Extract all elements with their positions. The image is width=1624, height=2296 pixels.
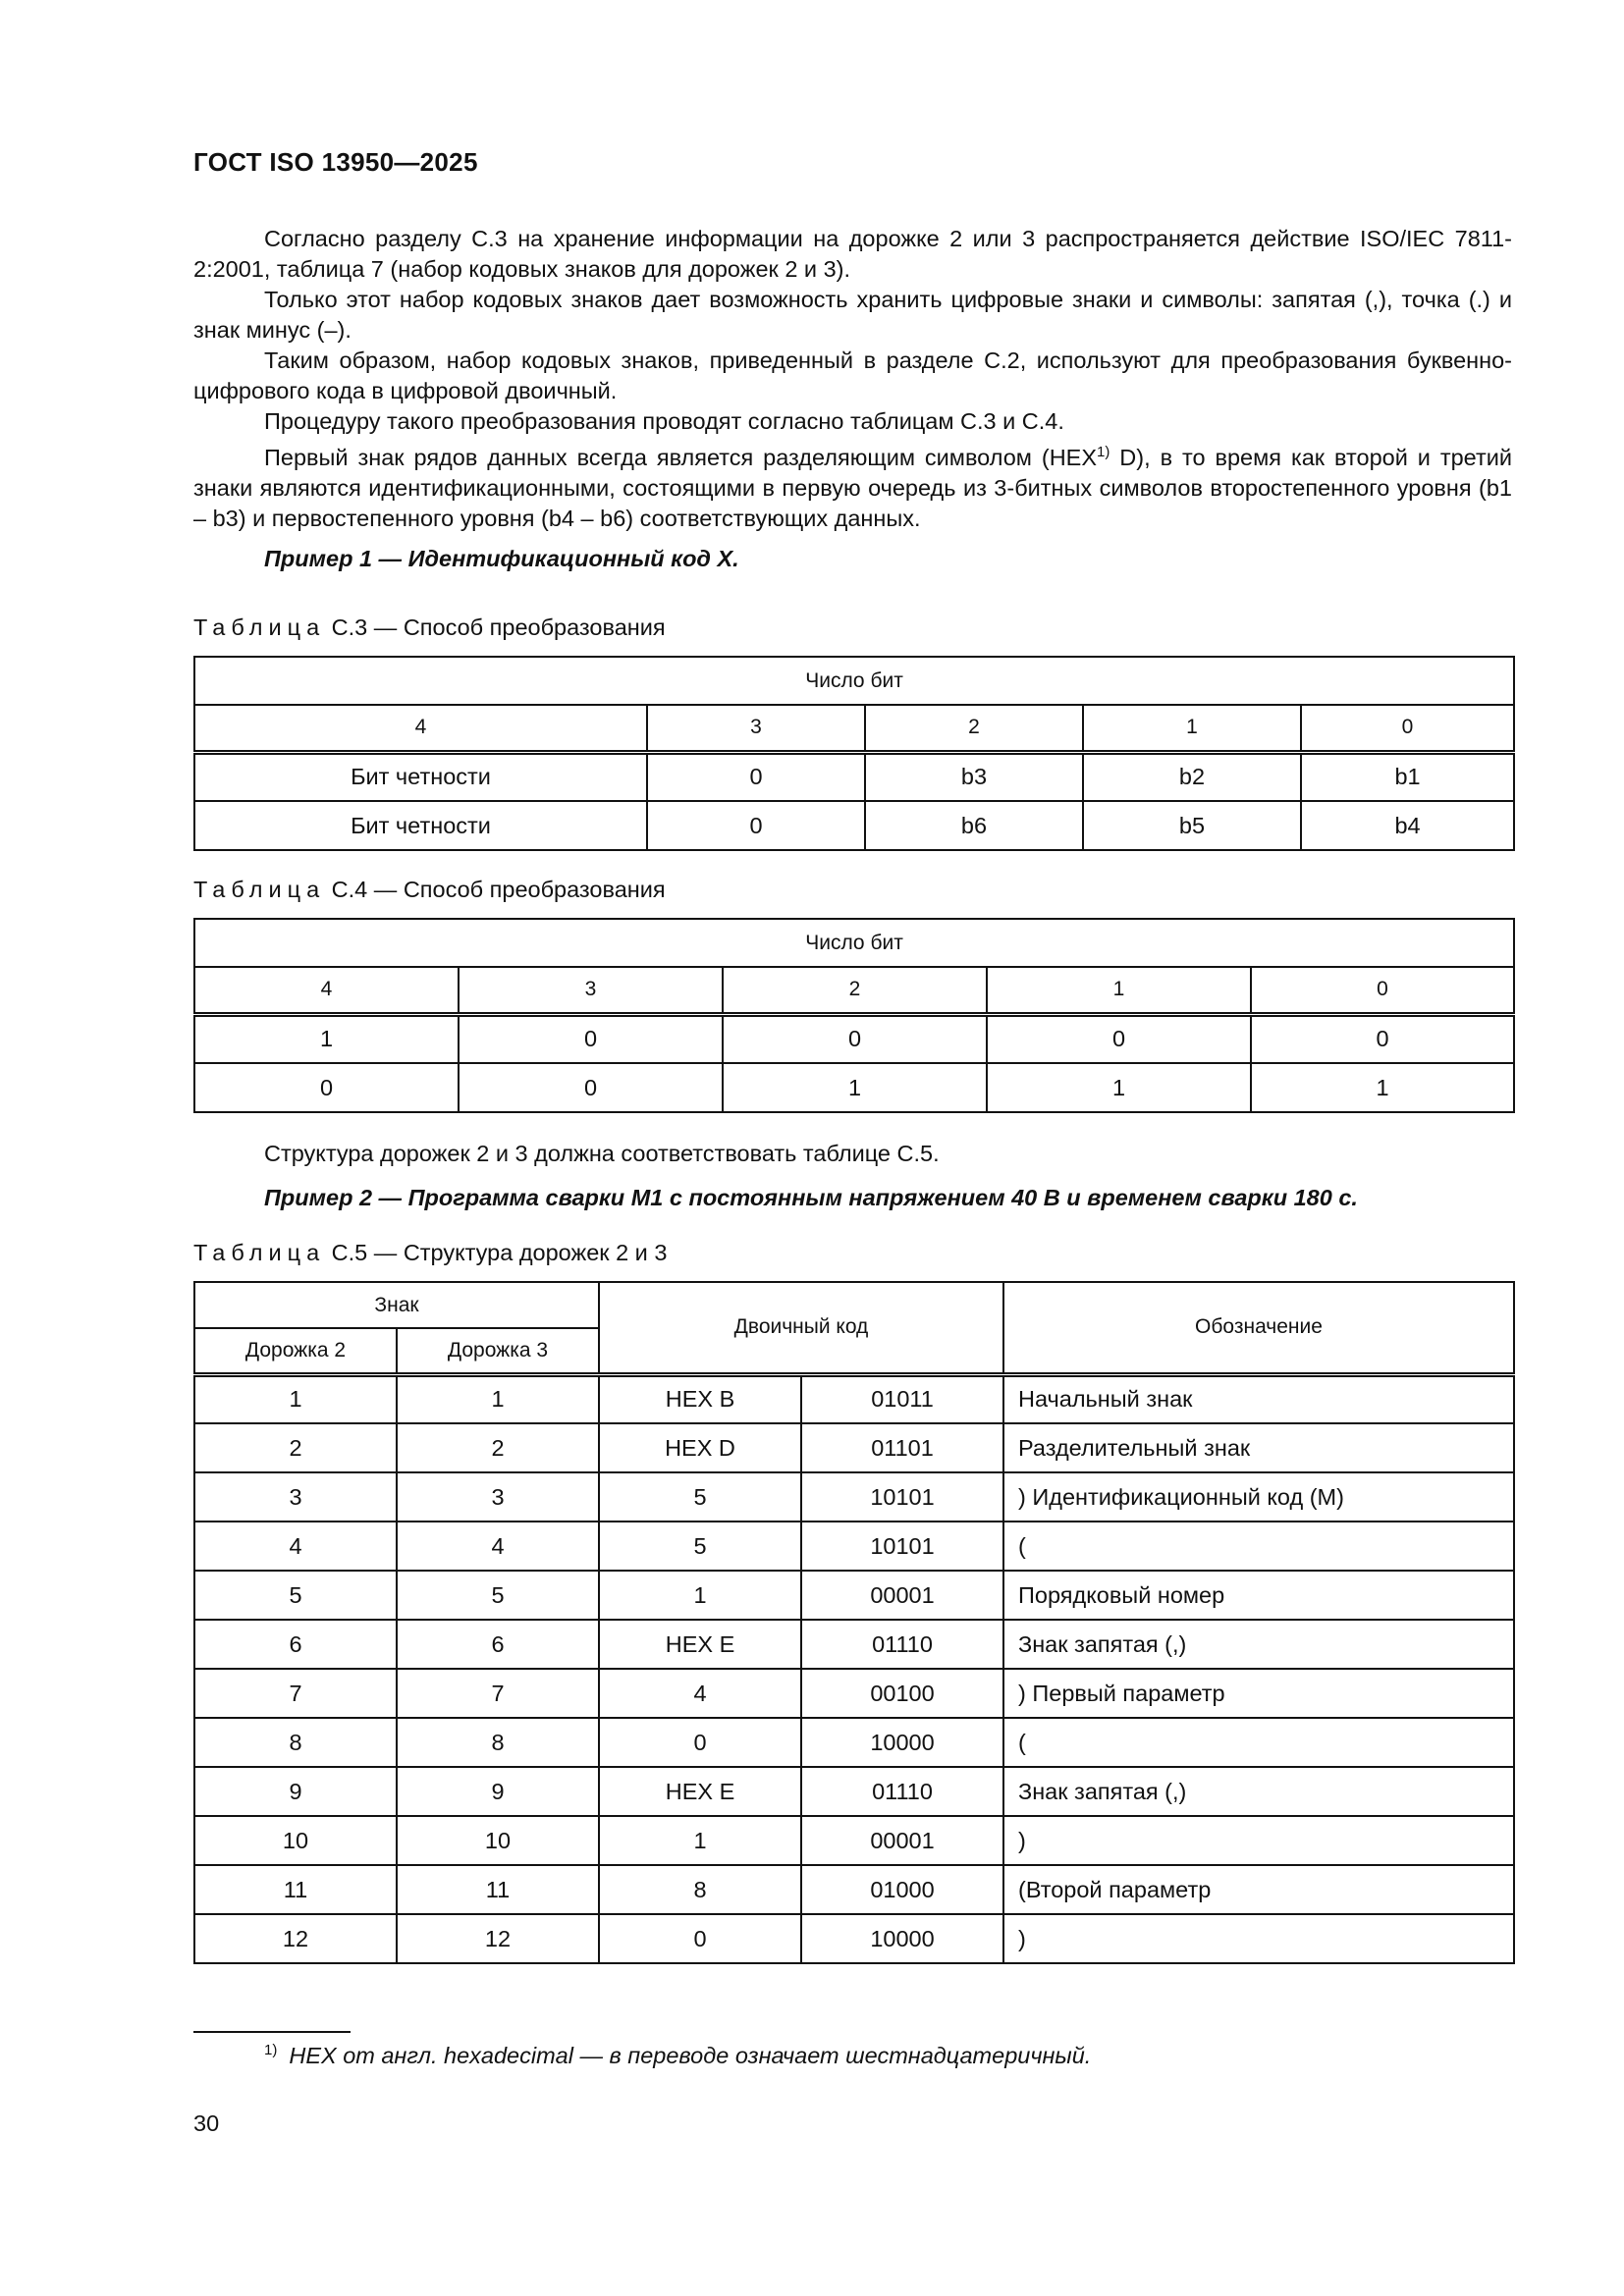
table-cell: ( xyxy=(1003,1718,1514,1767)
table-caption-text: С.5 — Структура дорожек 2 и 3 xyxy=(325,1240,668,1265)
table-cell: 11 xyxy=(397,1865,599,1914)
table-cell: Разделительный знак xyxy=(1003,1423,1514,1472)
table-cell: 1 xyxy=(599,1571,801,1620)
table-cell: 10101 xyxy=(801,1522,1003,1571)
paragraph: Только этот набор кодовых знаков дает возможность хранить цифровые знаки и символы: запятая (,), точка (.) и знак минус (–). xyxy=(193,287,1512,343)
table-header-cell: 3 xyxy=(459,967,723,1014)
table-cell: 7 xyxy=(397,1669,599,1718)
table-row xyxy=(194,1865,1514,1914)
table-cell: b6 xyxy=(865,801,1083,850)
body-text xyxy=(193,224,1512,534)
table-header-cell: 3 xyxy=(647,705,865,752)
table-row xyxy=(194,1767,1514,1816)
table-row xyxy=(194,801,1514,850)
table-header-cell: Дорожка 2 xyxy=(194,1328,397,1374)
table-cell: 1 xyxy=(194,1374,397,1423)
table-cell: 3 xyxy=(194,1472,397,1522)
table-header-cell: 1 xyxy=(1083,705,1301,752)
table-cell: HEX E xyxy=(599,1767,801,1816)
table-row xyxy=(194,1063,1514,1112)
table-cell: 0 xyxy=(459,1063,723,1112)
table-cell: 8 xyxy=(397,1718,599,1767)
table-cell: 12 xyxy=(397,1914,599,1963)
table-cell: 10000 xyxy=(801,1718,1003,1767)
table-cell: Начальный знак xyxy=(1003,1374,1514,1423)
table-cell: 10000 xyxy=(801,1914,1003,1963)
table-cell: 2 xyxy=(397,1423,599,1472)
table-caption-text: С.4 — Способ преобразования xyxy=(325,877,666,902)
paragraph-text: Первый знак рядов данных всегда является разделяющим символом (HEX xyxy=(264,444,1098,470)
table-cell: 00001 xyxy=(801,1571,1003,1620)
footnote-divider xyxy=(193,2031,351,2033)
table-cell: 0 xyxy=(723,1014,987,1063)
table-cell: 0 xyxy=(1251,1014,1514,1063)
table-cell: 10 xyxy=(194,1816,397,1865)
footnote-marker: 1) xyxy=(264,2042,278,2058)
table-header-cell: 0 xyxy=(1301,705,1514,752)
paragraph: Процедуру такого преобразования проводят согласно таблицам С.3 и С.4. xyxy=(264,408,1064,434)
table-cell: 9 xyxy=(397,1767,599,1816)
table-header-cell: Дорожка 3 xyxy=(397,1328,599,1374)
table-cell: b3 xyxy=(865,752,1083,801)
table-cell: 8 xyxy=(194,1718,397,1767)
table-row xyxy=(194,1522,1514,1571)
table-cell: (Второй параметр xyxy=(1003,1865,1514,1914)
table-cell: ) xyxy=(1003,1816,1514,1865)
table-cell: b4 xyxy=(1301,801,1514,850)
table-cell: 10 xyxy=(397,1816,599,1865)
table-row xyxy=(194,1571,1514,1620)
table-cell: 1 xyxy=(599,1816,801,1865)
table-header-cell: Число бит xyxy=(194,919,1514,967)
table-cell: 0 xyxy=(599,1718,801,1767)
table-caption xyxy=(193,1240,667,1266)
table-cell: 7 xyxy=(194,1669,397,1718)
table-cell: HEX D xyxy=(599,1423,801,1472)
table-cell: Знак запятая (,) xyxy=(1003,1620,1514,1669)
table-cell: 00100 xyxy=(801,1669,1003,1718)
table-header-cell: 2 xyxy=(723,967,987,1014)
table-header-cell: 1 xyxy=(987,967,1251,1014)
table-cell: 01110 xyxy=(801,1767,1003,1816)
table-cell: ) Первый параметр xyxy=(1003,1669,1514,1718)
table-caption xyxy=(193,877,666,903)
footnote-ref: 1) xyxy=(1097,444,1110,460)
table-cell: 3 xyxy=(397,1472,599,1522)
table-cell: 01000 xyxy=(801,1865,1003,1914)
example-1: Пример 1 — Идентификационный код X. xyxy=(264,546,739,571)
table-caption-label: Таблица xyxy=(193,877,326,902)
table-cell: 0 xyxy=(459,1014,723,1063)
table-c4 xyxy=(193,918,1515,1113)
table-header-cell: Двоичный код xyxy=(599,1282,1003,1374)
table-cell: 4 xyxy=(599,1669,801,1718)
table-header-cell: 4 xyxy=(194,967,459,1014)
table-cell: 01110 xyxy=(801,1620,1003,1669)
table-cell: 6 xyxy=(397,1620,599,1669)
table-row xyxy=(194,1816,1514,1865)
table-header-cell: 4 xyxy=(194,705,647,752)
table-c5 xyxy=(193,1281,1515,1964)
paragraph: Согласно разделу С.3 на хранение информации на дорожке 2 или 3 распространяется действие ISO/IEC 7811-2:2001, таблица 7 (набор кодовых знаков для дорожек 2 и 3). xyxy=(193,226,1512,282)
table-cell: ) Идентификационный код (M) xyxy=(1003,1472,1514,1522)
table-cell: 4 xyxy=(194,1522,397,1571)
table-cell: HEX E xyxy=(599,1620,801,1669)
table-cell: 0 xyxy=(647,752,865,801)
table-cell: 5 xyxy=(397,1571,599,1620)
table-cell: b1 xyxy=(1301,752,1514,801)
table-header-cell: Знак xyxy=(194,1282,599,1328)
table-cell: 1 xyxy=(987,1063,1251,1112)
table-cell: 2 xyxy=(194,1423,397,1472)
table-cell: Бит четности xyxy=(194,752,647,801)
table-cell: 1 xyxy=(194,1014,459,1063)
table-header-cell: Число бит xyxy=(194,657,1514,705)
table-row xyxy=(194,1914,1514,1963)
paragraph: Структура дорожек 2 и 3 должна соответствовать таблице С.5. xyxy=(264,1141,940,1166)
table-cell: 5 xyxy=(599,1472,801,1522)
table-c3 xyxy=(193,656,1515,851)
table-row xyxy=(194,1620,1514,1669)
table-cell: 01101 xyxy=(801,1423,1003,1472)
table-row xyxy=(194,1014,1514,1063)
table-cell: 6 xyxy=(194,1620,397,1669)
table-cell: 0 xyxy=(194,1063,459,1112)
table-row xyxy=(194,752,1514,801)
table-cell: 1 xyxy=(1251,1063,1514,1112)
example-2: Пример 2 — Программа сварки M1 с постоянным напряжением 40 В и временем сварки 180 с. xyxy=(264,1185,1358,1210)
table-cell: Знак запятая (,) xyxy=(1003,1767,1514,1816)
table-cell: b5 xyxy=(1083,801,1301,850)
table-cell: 0 xyxy=(647,801,865,850)
table-caption-label: Таблица xyxy=(193,1240,326,1265)
table-cell: 1 xyxy=(723,1063,987,1112)
table-cell: Бит четности xyxy=(194,801,647,850)
table-cell: 12 xyxy=(194,1914,397,1963)
document-header: ГОСТ ISO 13950—2025 xyxy=(193,147,478,177)
table-caption-label: Таблица xyxy=(193,614,326,640)
table-header-cell: 2 xyxy=(865,705,1083,752)
table-cell: 01011 xyxy=(801,1374,1003,1423)
table-cell: 5 xyxy=(599,1522,801,1571)
table-caption xyxy=(193,614,666,641)
table-cell: ) xyxy=(1003,1914,1514,1963)
footnote-text: HEX от англ. hexadecimal — в переводе означает шестнадцатеричный. xyxy=(289,2042,1092,2068)
table-cell: 00001 xyxy=(801,1816,1003,1865)
body-text xyxy=(193,1139,1512,1169)
paragraph-text: D), в то время как второй и третий знаки являются идентификационными, состоящими в первую очередь из 3-битных символов второстепенного уровня (b1 – b3) и первостепенного уровня (b4 – b6) соответствующих данных. xyxy=(193,444,1512,531)
table-cell: 11 xyxy=(194,1865,397,1914)
table-cell: HEX B xyxy=(599,1374,801,1423)
table-caption-text: С.3 — Способ преобразования xyxy=(325,614,666,640)
table-row xyxy=(194,1472,1514,1522)
table-cell: 5 xyxy=(194,1571,397,1620)
table-header-cell: 0 xyxy=(1251,967,1514,1014)
table-cell: 9 xyxy=(194,1767,397,1816)
table-row xyxy=(194,1718,1514,1767)
table-cell: 0 xyxy=(599,1914,801,1963)
paragraph: Таким образом, набор кодовых знаков, приведенный в разделе С.2, используют для преобразования буквенно-цифрового кода в цифровой двоичный. xyxy=(193,347,1512,403)
table-cell: 8 xyxy=(599,1865,801,1914)
table-cell: Порядковый номер xyxy=(1003,1571,1514,1620)
table-cell: 0 xyxy=(987,1014,1251,1063)
table-row xyxy=(194,1669,1514,1718)
table-cell: b2 xyxy=(1083,752,1301,801)
page-number: 30 xyxy=(193,2110,220,2136)
table-row xyxy=(194,1374,1514,1423)
table-cell: 4 xyxy=(397,1522,599,1571)
table-cell: 10101 xyxy=(801,1472,1003,1522)
paragraph xyxy=(193,437,1512,534)
table-row xyxy=(194,1423,1514,1472)
table-header-cell: Обозначение xyxy=(1003,1282,1514,1374)
table-cell: ( xyxy=(1003,1522,1514,1571)
footnote xyxy=(264,2042,1091,2069)
table-cell: 1 xyxy=(397,1374,599,1423)
